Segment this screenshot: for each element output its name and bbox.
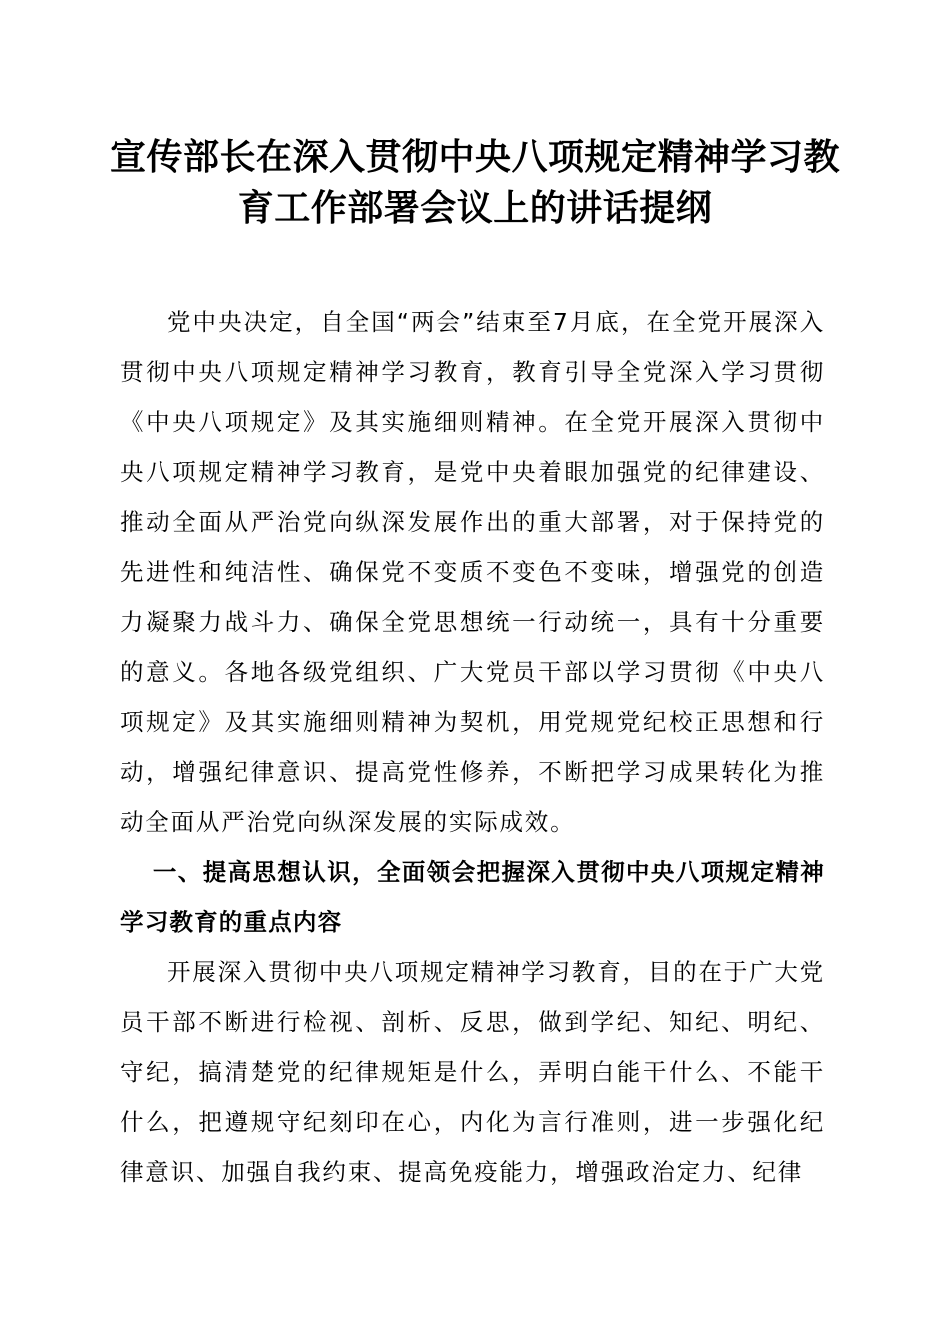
section-paragraph: 开展深入贯彻中央八项规定精神学习教育，目的在于广大党员干部不断进行检视、剖析、反思，做到学纪、知纪、明纪、守纪，搞清楚党的纪律规矩是什么，弄明白能干什么、不能干什么，把遵规守纪刻印在心，内化为言行准则，进一步强化纪律意识、加强自我约束、提高免疫能力，增强政治定力、纪律 <box>120 958 825 1186</box>
intro-paragraph: 党中央决定，自全国“两会”结束至7月底，在全党开展深入贯彻中央八项规定精神学习教育，教育引导全党深入学习贯彻《中央八项规定》及其实施细则精神。在全党开展深入贯彻中央八项规定精神学习教育，是党中央着眼加强党的纪律建设、推动全面从严治党向纵深发展作出的重大部署，对于保持党的先进性和纯洁性、确保党不变质不变色不变味，增强党的创造力凝聚力战斗力、确保全党思想统一行动统一，具有十分重要的意义。各地各级党组织、广大党员干部以学习贯彻《中央八项规定》及其实施细则精神为契机，用党规党纪校正思想和行动，增强纪律意识、提高党性修养，不断把学习成果转化为推动全面从严治党向纵深发展的实际成效。 <box>120 308 825 836</box>
section-heading: 一、提高思想认识，全面领会把握深入贯彻中央八项规定精神学习教育的重点内容 <box>120 858 825 936</box>
document-title: 宣传部长在深入贯彻中央八项规定精神学习教育工作部署会议上的讲话提纲 <box>110 136 841 229</box>
document-body <box>120 297 825 1197</box>
